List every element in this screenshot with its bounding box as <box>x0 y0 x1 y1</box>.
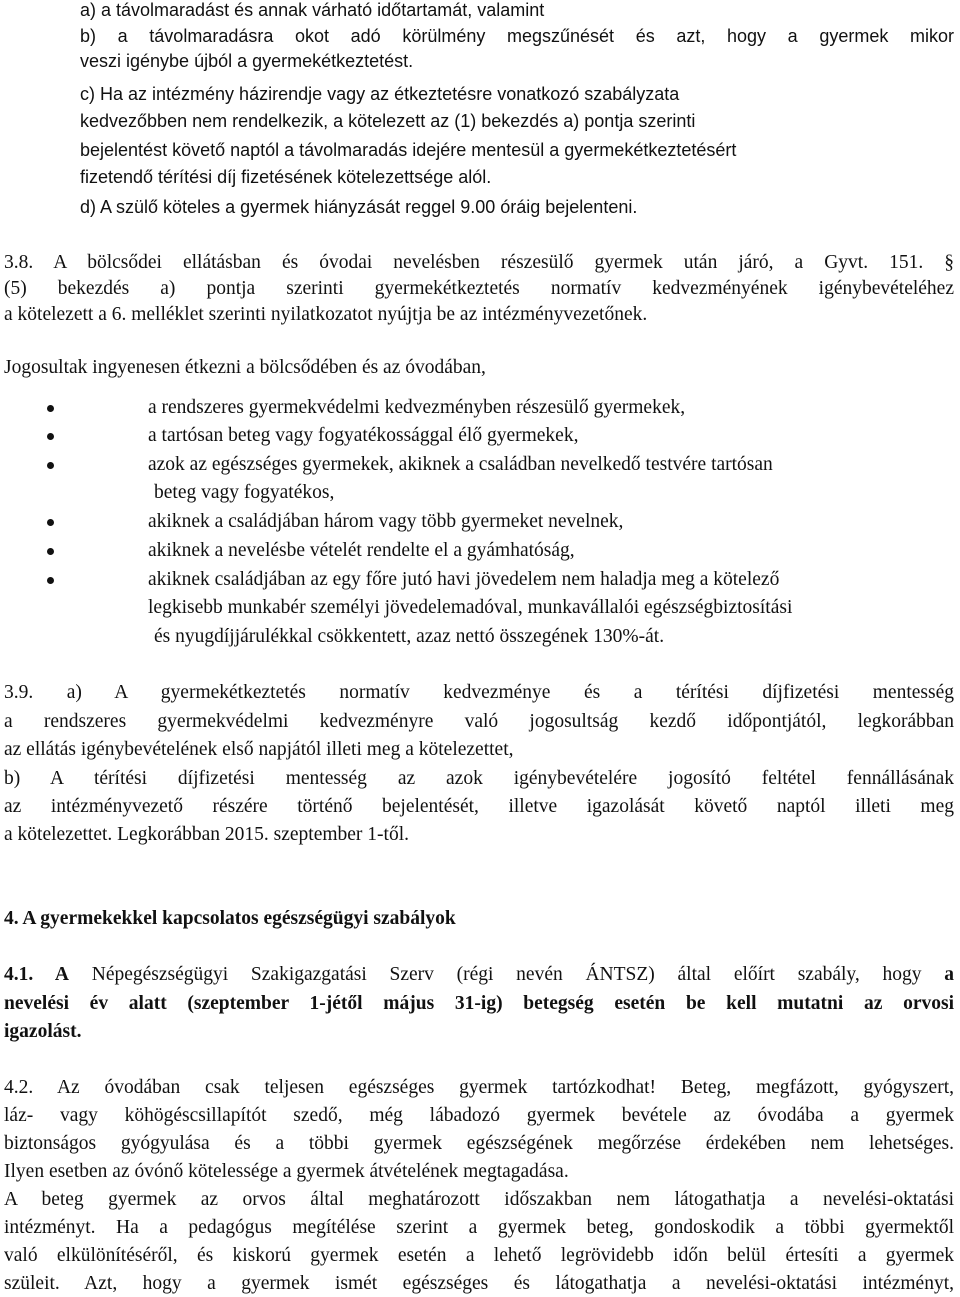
eligibility-item-3-line-1: azok az egészséges gyermekek, akiknek a családban nevelkedő testvére tartósan <box>148 454 773 475</box>
eligibility-item-3-line-2: beteg vagy fogyatékos, <box>154 482 335 503</box>
eligibility-item-6-line-2: legkisebb munkabér személyi jövedelemadóval, munkavállalói egészségbiztosítási <box>148 597 793 618</box>
section-3-9-line-6: a kötelezettet. Legkorábban 2015. szeptember 1-től. <box>4 824 410 845</box>
section-3-9-line-1: 3.9. a) A gyermekétkeztetés normatív kedvezménye és a térítési díjfizetési mentesség <box>4 682 954 703</box>
section-4-1-line-3: igazolást. <box>4 1021 82 1042</box>
section-4-heading: 4. A gyermekekkel kapcsolatos egészségügyi szabályok <box>4 908 456 929</box>
bullet-icon <box>47 462 54 469</box>
section-4-2-line-8: szüleit. Azt, hogy a gyermek ismét egészséges és látogathatja a nevelési-oktatási intézményt, <box>4 1273 954 1294</box>
eligibility-item-6-line-3: és nyugdíjjárulékkal csökkentett, azaz nettó összegének 130%-át. <box>154 626 665 647</box>
eligibility-item-1: a rendszeres gyermekvédelmi kedvezményben részesülő gyermekek, <box>148 397 686 418</box>
item-d: d) A szülő köteles a gyermek hiányzását reggel 9.00 óráig bejelenteni. <box>80 197 638 217</box>
section-4-1-bold-end: a <box>944 964 955 985</box>
bullet-icon <box>47 577 54 584</box>
section-4-2-line-5: A beteg gyermek az orvos által meghatározott időszakban nem látogathatja a nevelési-oktatási <box>4 1189 954 1210</box>
item-a: a) a távolmaradást és annak várható időtartamát, valamint <box>80 0 545 20</box>
section-4-2-line-6: intézményt. Ha a pedagógus megítélése szerint a gyermek beteg, gondoskodik a többi gyermektől <box>4 1217 954 1238</box>
section-4-1-line-1 <box>4 962 954 988</box>
section-4-1-number: 4.1. A <box>4 964 69 985</box>
section-3-9-line-3: az ellátás igénybevételének első napjától illeti meg a kötelezettet, <box>4 739 514 760</box>
section-4-2-line-1: 4.2. Az óvodában csak teljesen egészséges gyermek tartózkodhat! Beteg, megfázott, gyógyszert, <box>4 1077 954 1098</box>
eligibility-item-4: akiknek a családjában három vagy több gyermeket nevelnek, <box>148 511 624 532</box>
bullet-icon <box>47 405 54 412</box>
section-3-9-line-5: az intézményvezető részére történő bejelentését, illetve igazolását követő naptól illeti meg <box>4 796 954 817</box>
item-b-line-1: b) a távolmaradásra okot adó körülmény megszűnését és azt, hogy a gyermek mikor <box>80 26 954 46</box>
section-3-8-line-1: 3.8. A bölcsődei ellátásban és óvodai nevelésben részesülő gyermek után járó, a Gyvt. 151. § <box>4 252 954 273</box>
item-c-line-4: fizetendő térítési díj fizetésének kötelezettsége alól. <box>80 167 492 187</box>
item-c-line-2: kedvezőbben nem rendelkezik, a kötelezett az (1) bekezdés a) pontja szerinti <box>80 111 696 131</box>
eligibility-item-2: a tartósan beteg vagy fogyatékossággal élő gyermekek, <box>148 425 579 446</box>
section-3-9-line-2: a rendszeres gyermekvédelmi kedvezményre való jogosultság kezdő időpontjától, legkorábban <box>4 711 954 732</box>
eligibility-item-6-line-1: akiknek családjában az egy főre jutó havi jövedelem nem haladja meg a kötelező <box>148 569 780 590</box>
item-c-line-3: bejelentést követő naptól a távolmaradás idejére mentesül a gyermekétkeztetésért <box>80 140 737 160</box>
bullet-icon <box>47 433 54 440</box>
bullet-icon <box>47 519 54 526</box>
item-c-line-1: c) Ha az intézmény házirendje vagy az étkeztetésre vonatkozó szabályzata <box>80 84 680 104</box>
section-3-9-line-4: b) A térítési díjfizetési mentesség az azok igénybevételére jogosító feltétel fennállásának <box>4 768 954 789</box>
bullet-icon <box>47 548 54 555</box>
section-4-1-line-2: nevelési év alatt (szeptember 1-jétől május 31-ig) betegség esetén be kell mutatni az orvosi <box>4 993 954 1014</box>
eligibility-item-5: akiknek a nevelésbe vételét rendelte el a gyámhatóság, <box>148 540 575 561</box>
item-b-line-2: veszi igénybe újból a gyermekétkeztetést. <box>80 51 414 71</box>
section-4-1-text: Népegészségügyi Szakigazgatási Szerv (régi nevén ÁNTSZ) által előírt szabály, hogy <box>91 964 922 985</box>
section-3-8-line-3: a kötelezett a 6. melléklet szerinti nyilatkozatot nyújtja be az intézményvezetőnek. <box>4 304 648 325</box>
section-4-2-line-7: való elkülönítéséről, és kiskorú gyermek esetén a lehető legrövidebb időn belül értesíti a gyermek <box>4 1245 954 1266</box>
section-3-8-line-2: (5) bekezdés a) pontja szerinti gyermekétkeztetés normatív kedvezményének igénybevételéhez <box>4 278 954 299</box>
section-4-2-line-4: Ilyen esetben az óvónő kötelessége a gyermek átvételének megtagadása. <box>4 1161 569 1182</box>
section-4-2-line-3: biztonságos gyógyulása és a többi gyermek egészségének megőrzése érdekében nem lehetséges. <box>4 1133 954 1154</box>
eligibility-intro: Jogosultak ingyenesen étkezni a bölcsődében és az óvodában, <box>4 357 486 378</box>
section-4-2-line-2: láz- vagy köhögéscsillapítót szedő, még lábadozó gyermek bevétele az óvodába a gyermek <box>4 1105 954 1126</box>
